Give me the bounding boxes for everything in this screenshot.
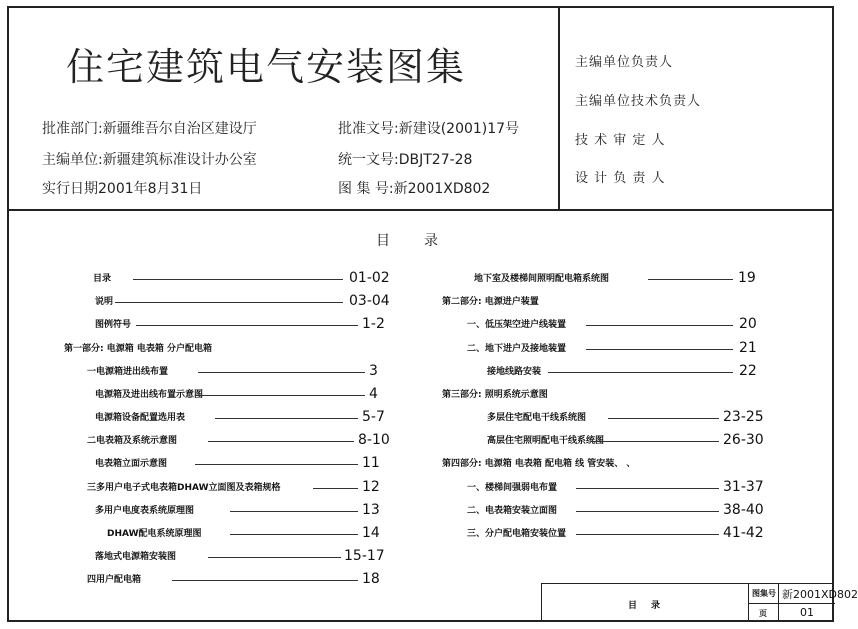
- toc-entry-page: 8-10: [358, 432, 390, 448]
- header-separator: [7, 209, 834, 211]
- toc-entry-page: 22: [739, 363, 757, 379]
- toc-entry-label: 多用户电度表系统原理图: [95, 506, 195, 516]
- toc-entry-page: 01-02: [349, 270, 390, 286]
- toc-leader-line: [230, 511, 358, 512]
- toc-entry-label: 二、地下进户及接地装置: [467, 344, 567, 354]
- atlas-label: 图集号: [752, 589, 776, 598]
- toc-entry-page: 5-7: [362, 409, 385, 425]
- toc-leader-line: [208, 557, 341, 558]
- page-value: 01: [800, 606, 814, 619]
- toc-entry-label: 三多用户电子式电表箱DHAW立面图及表箱规格: [87, 483, 281, 493]
- atlas-title: 住宅建筑电气安装图集: [66, 45, 467, 89]
- toc-leader-line: [586, 325, 733, 326]
- toc-leader-line: [230, 534, 358, 535]
- toc-leader-line: [548, 372, 733, 373]
- toc-entry-label: 接地线路安装: [487, 367, 542, 377]
- role-design-lead: 设 计 负 责 人: [575, 171, 666, 186]
- toc-entry-label: 电源箱设备配置选用表: [95, 413, 186, 423]
- header-vertical-separator: [558, 6, 560, 210]
- toc-entry-label: 二电表箱及系统示意图: [87, 436, 178, 446]
- toc-leader-line: [313, 488, 358, 489]
- toc-leader-line: [608, 418, 719, 419]
- toc-entry-page: 23-25: [723, 409, 764, 425]
- toc-entry-label: 第二部分: 电源进户装置: [442, 297, 539, 307]
- toc-entry-label: 地下室及楼梯间照明配电箱系统图: [474, 274, 610, 284]
- sheet-title: 目录: [628, 601, 675, 611]
- toc-entry-label: 第三部分: 照明系统示意图: [442, 390, 548, 400]
- toc-leader-line: [115, 302, 343, 303]
- toc-entry-page: 1-2: [362, 316, 385, 332]
- approval-doc: 批准文号:新建设(2001)17号: [338, 121, 520, 137]
- toc-leader-line: [133, 279, 343, 280]
- toc-leader-line: [648, 279, 733, 280]
- toc-entry-label: 目录: [93, 274, 112, 284]
- toc-entry-label: 落地式电源箱安装图: [95, 552, 177, 562]
- toc-leader-line: [172, 580, 358, 581]
- toc-entry-page: 20: [739, 316, 757, 332]
- approval-dept: 批准部门:新疆维吾尔自治区建设厅: [42, 121, 257, 137]
- toc-entry-label: 二、电表箱安装立面图: [467, 506, 558, 516]
- toc-leader-line: [576, 488, 719, 489]
- toc-entry-page: 3: [369, 363, 378, 379]
- toc-entry-label: 一、低压架空进户线装置: [467, 320, 567, 330]
- toc-entry-label: 第一部分: 电源箱 电表箱 分户配电箱: [64, 344, 212, 354]
- toc-entry-label: 一电源箱进出线布置: [87, 367, 169, 377]
- toc-entry-label: 高层住宅照明配电干线系统图: [487, 436, 605, 446]
- toc-leader-line: [195, 395, 365, 396]
- toc-entry-page: 18: [362, 571, 380, 587]
- unified-no: 统一文号:DBJT27-28: [338, 152, 473, 168]
- effective-date: 实行日期2001年8月31日: [42, 181, 203, 197]
- toc-leader-line: [195, 464, 358, 465]
- role-chief-editor: 主编单位负责人: [575, 55, 674, 70]
- toc-leader-line: [208, 441, 354, 442]
- toc-entry-page: 26-30: [723, 432, 764, 448]
- toc-entry-label: DHAW配电系统原理图: [107, 529, 202, 539]
- toc-entry-label: 电源箱及进出线布置示意图: [95, 390, 204, 400]
- editor-unit: 主编单位:新疆建筑标准设计办公室: [42, 152, 257, 168]
- toc-entry-label: 图例符号: [95, 320, 132, 330]
- toc-entry-label: 一、楼梯间强弱电布置: [467, 483, 558, 493]
- title-block-divider: [749, 603, 835, 604]
- role-reviewer: 技 术 审 定 人: [575, 133, 666, 148]
- toc-leader-line: [198, 372, 365, 373]
- toc-leader-line: [586, 349, 733, 350]
- toc-leader-line: [576, 534, 719, 535]
- atlas-value: 新2001XD802: [782, 588, 858, 601]
- toc-entry-page: 4: [369, 386, 378, 402]
- toc-entry-page: 12: [362, 479, 380, 495]
- toc-entry-page: 19: [738, 270, 756, 286]
- page-label: 页: [759, 609, 767, 618]
- toc-leader-line: [576, 511, 719, 512]
- toc-leader-line: [591, 441, 719, 442]
- toc-entry-page: 21: [739, 340, 757, 356]
- toc-entry-label: 第四部分: 电源箱 电表箱 配电箱 线 管安装、 、: [442, 459, 636, 469]
- role-technical-chief: 主编单位技术负责人: [575, 94, 702, 109]
- title-block: [541, 583, 858, 622]
- toc-leader-line: [215, 418, 358, 419]
- toc-entry-page: 11: [362, 455, 380, 471]
- atlas-no: 图 集 号:新2001XD802: [338, 181, 491, 197]
- toc-entry-page: 03-04: [349, 293, 390, 309]
- toc-title: 目录: [376, 233, 472, 249]
- toc-entry-page: 41-42: [723, 525, 764, 541]
- toc-entry-page: 31-37: [723, 479, 764, 495]
- toc-leader-line: [136, 325, 358, 326]
- toc-entry-page: 15-17: [344, 548, 385, 564]
- toc-entry-label: 三、分户配电箱安装位置: [467, 529, 567, 539]
- toc-entry-page: 38-40: [723, 502, 764, 518]
- toc-entry-label: 说明: [95, 297, 114, 307]
- toc-entry-label: 电表箱立面示意图: [95, 459, 168, 469]
- title-block-name-cell: [542, 584, 749, 621]
- toc-entry-label: 多层住宅配电干线系统图: [487, 413, 587, 423]
- toc-entry-page: 14: [362, 525, 380, 541]
- toc-entry-page: 13: [362, 502, 380, 518]
- toc-entry-label: 四用户配电箱: [87, 575, 142, 585]
